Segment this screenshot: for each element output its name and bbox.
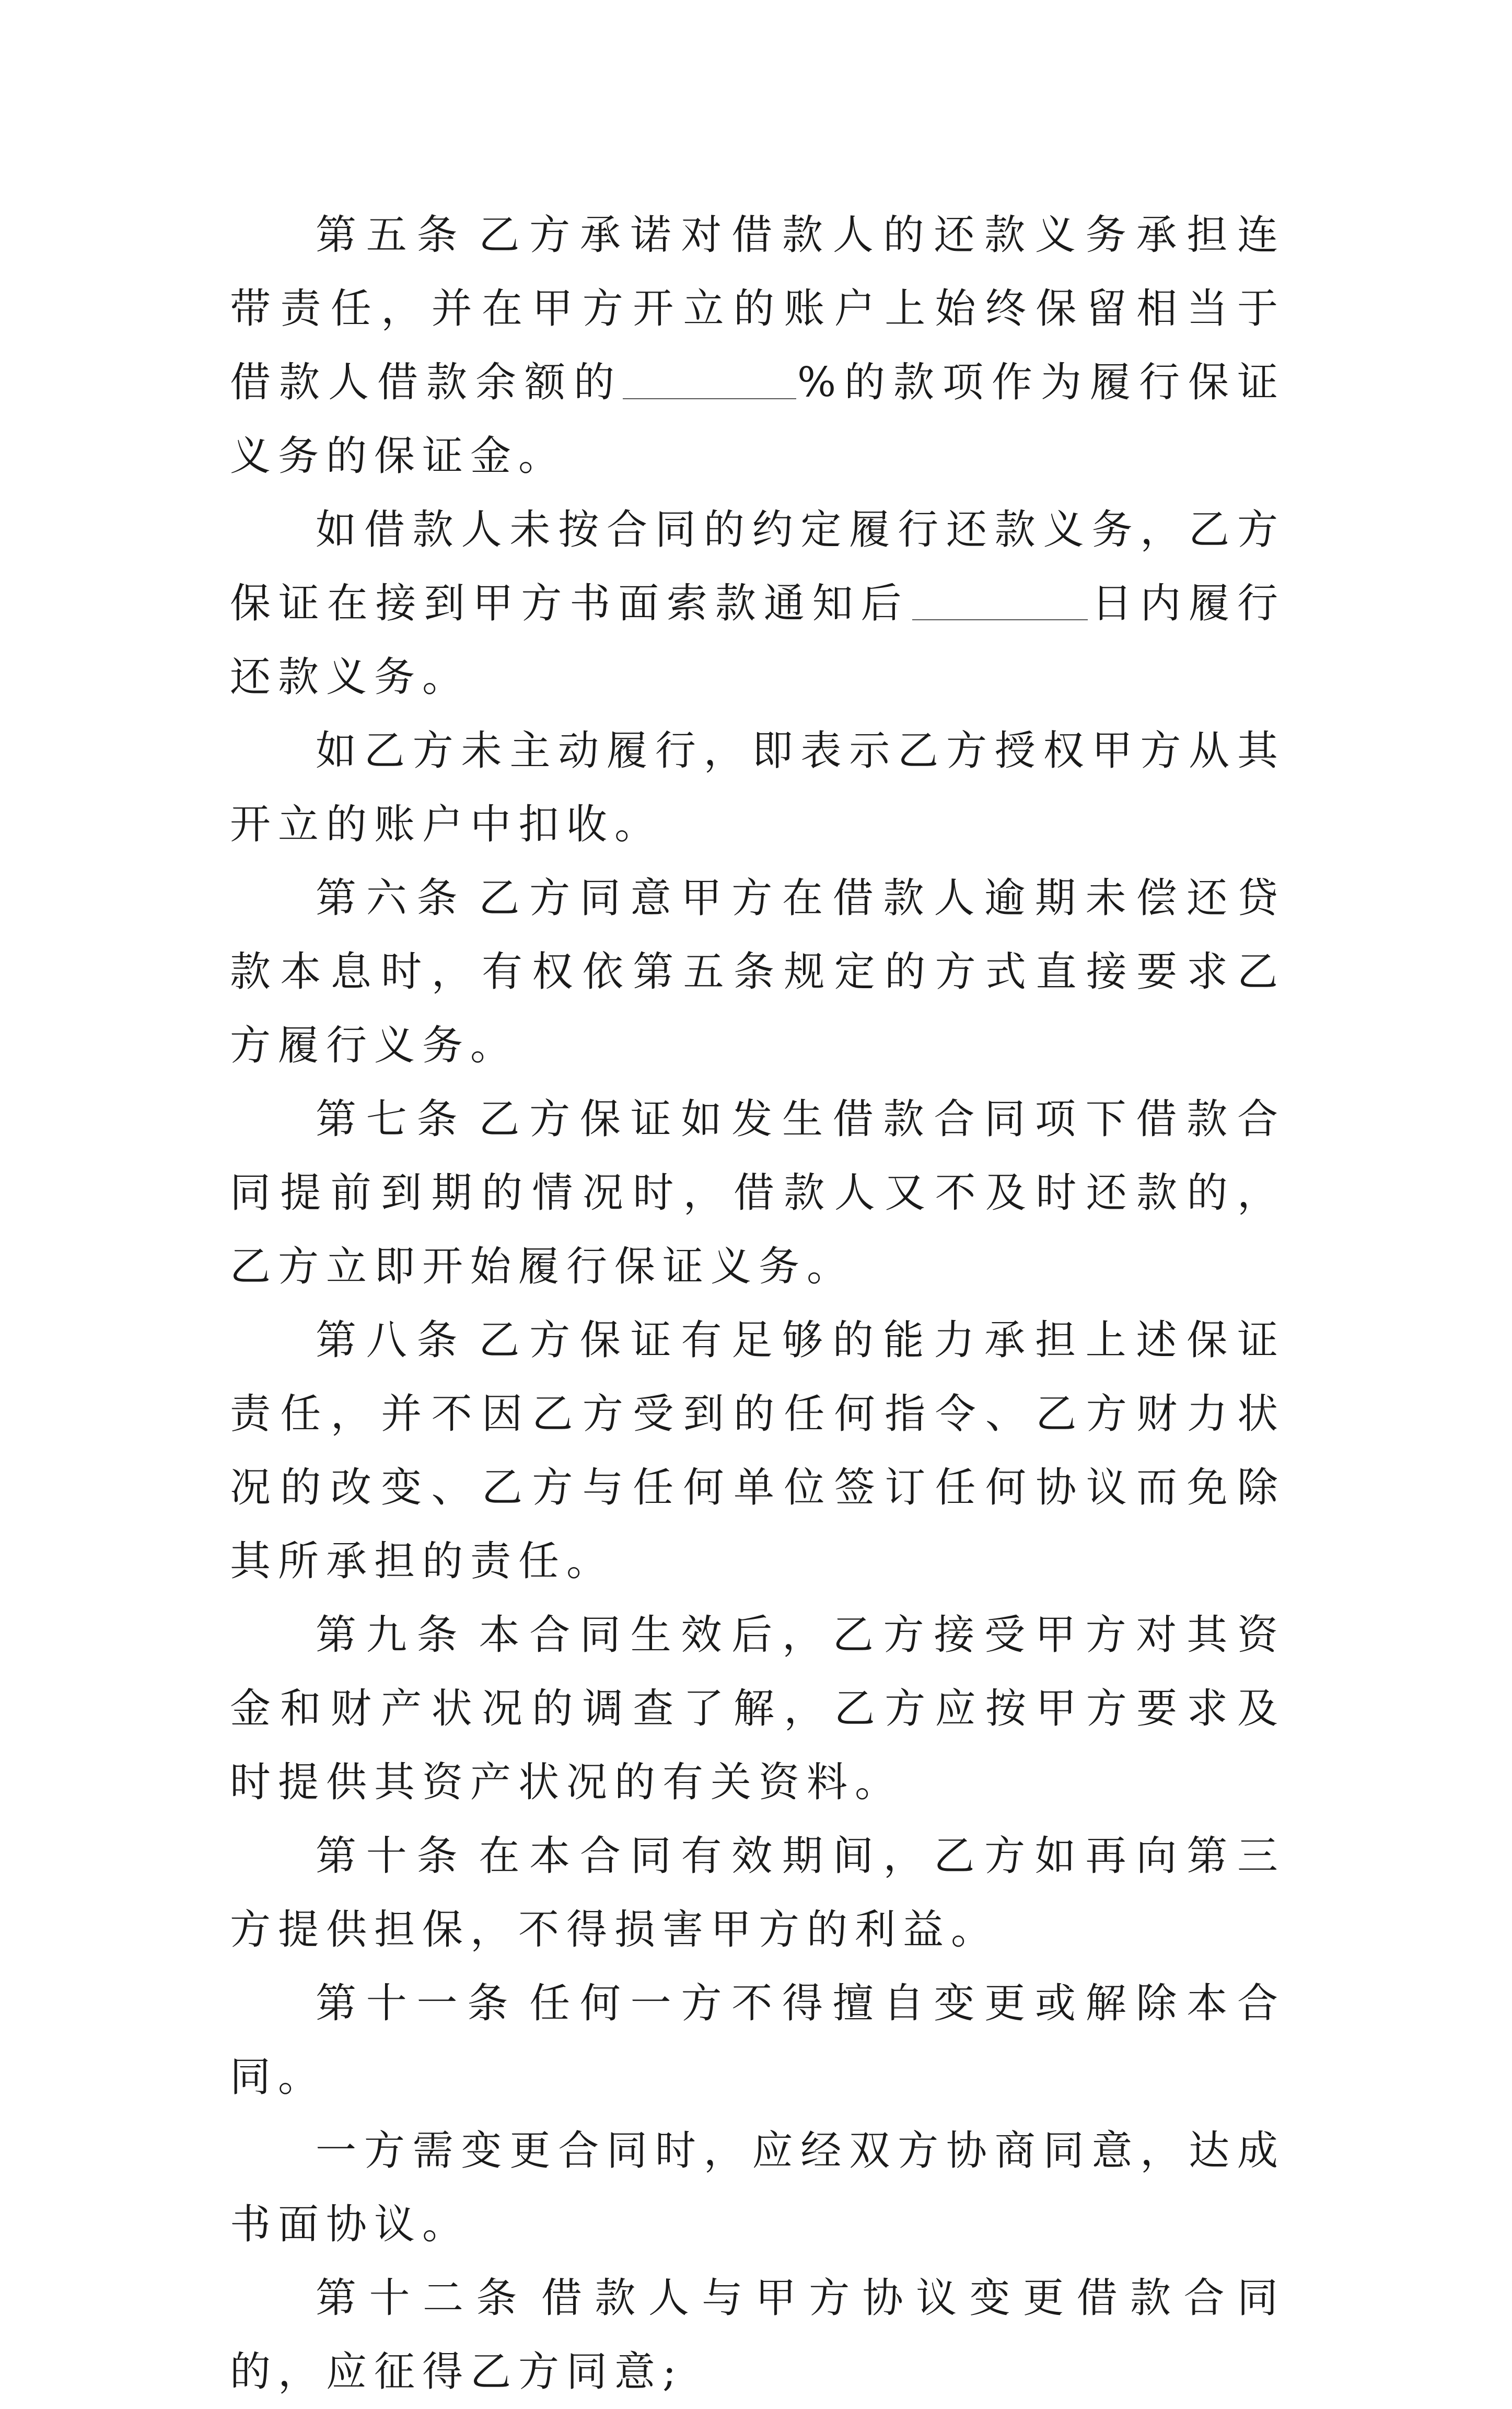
paragraph-text: 乙方同意甲方在借款人逾期未偿还贷款本息时，有权依第五条规定的方式直接要求乙方履行义务。 [230, 875, 1285, 1069]
deduction-authorization-paragraph [230, 714, 1285, 862]
article-7-paragraph [230, 1083, 1285, 1304]
article-number: 第五条 [316, 212, 468, 259]
percentage-blank[interactable] [623, 362, 796, 399]
paragraph-text: 借款人与甲方协议变更借款合同的，应征得乙方同意; [230, 2275, 1285, 2395]
document-body [230, 199, 1285, 2409]
paragraph-text: 一方需变更合同时，应经双方协商同意，达成书面协议。 [230, 2127, 1285, 2248]
article-11-paragraph [230, 1967, 1285, 2114]
article-9-paragraph [230, 1599, 1285, 1820]
paragraph-text: 本合同生效后，乙方接受甲方对其资金和财产状况的调查了解，乙方应按甲方要求及时提供其资产状况的有关资料。 [230, 1612, 1285, 1806]
days-blank[interactable] [912, 583, 1088, 620]
contract-change-paragraph [230, 2114, 1285, 2262]
article-number: 第六条 [316, 875, 468, 922]
repayment-deadline-paragraph [230, 493, 1285, 714]
paragraph-text: 乙方保证如发生借款合同项下借款合同提前到期的情况时，借款人又不及时还款的，乙方立即开始履行保证义务。 [230, 1096, 1285, 1290]
article-8-paragraph [230, 1304, 1285, 1599]
article-5-paragraph [230, 199, 1285, 493]
paragraph-text: %的款项作为履行保证义务的保证金。 [230, 359, 1285, 480]
article-number: 第十条 [316, 1833, 468, 1880]
article-number: 第十二条 [316, 2275, 530, 2322]
article-12-paragraph [230, 2262, 1285, 2409]
paragraph-text: 乙方保证有足够的能力承担上述保证责任，并不因乙方受到的任何指令、乙方财力状况的改变、乙方与任何单位签订任何协议而免除其所承担的责任。 [230, 1317, 1285, 1585]
article-number: 第十一条 [316, 1980, 518, 2027]
article-6-paragraph [230, 862, 1285, 1083]
paragraph-text: 日内履行还款义务。 [230, 580, 1285, 701]
article-10-paragraph [230, 1820, 1285, 1967]
article-number: 第八条 [316, 1317, 468, 1364]
paragraph-text: 如乙方未主动履行，即表示乙方授权甲方从其开立的账户中扣收。 [230, 727, 1285, 848]
paragraph-text: 在本合同有效期间，乙方如再向第三方提供担保，不得损害甲方的利益。 [230, 1833, 1285, 1953]
article-number: 第七条 [316, 1096, 468, 1143]
article-number: 第九条 [316, 1612, 468, 1659]
paragraph-text: 任何一方不得擅自变更或解除本合同。 [230, 1980, 1285, 2101]
paragraph-text: 如借款人未按合同的约定履行还款义务，乙方保证在接到甲方书面索款通知后 [230, 506, 1285, 627]
paragraph-text: 乙方承诺对借款人的还款义务承担连带责任，并在甲方开立的账户上始终保留相当于借款人借款余额的 [230, 212, 1285, 406]
